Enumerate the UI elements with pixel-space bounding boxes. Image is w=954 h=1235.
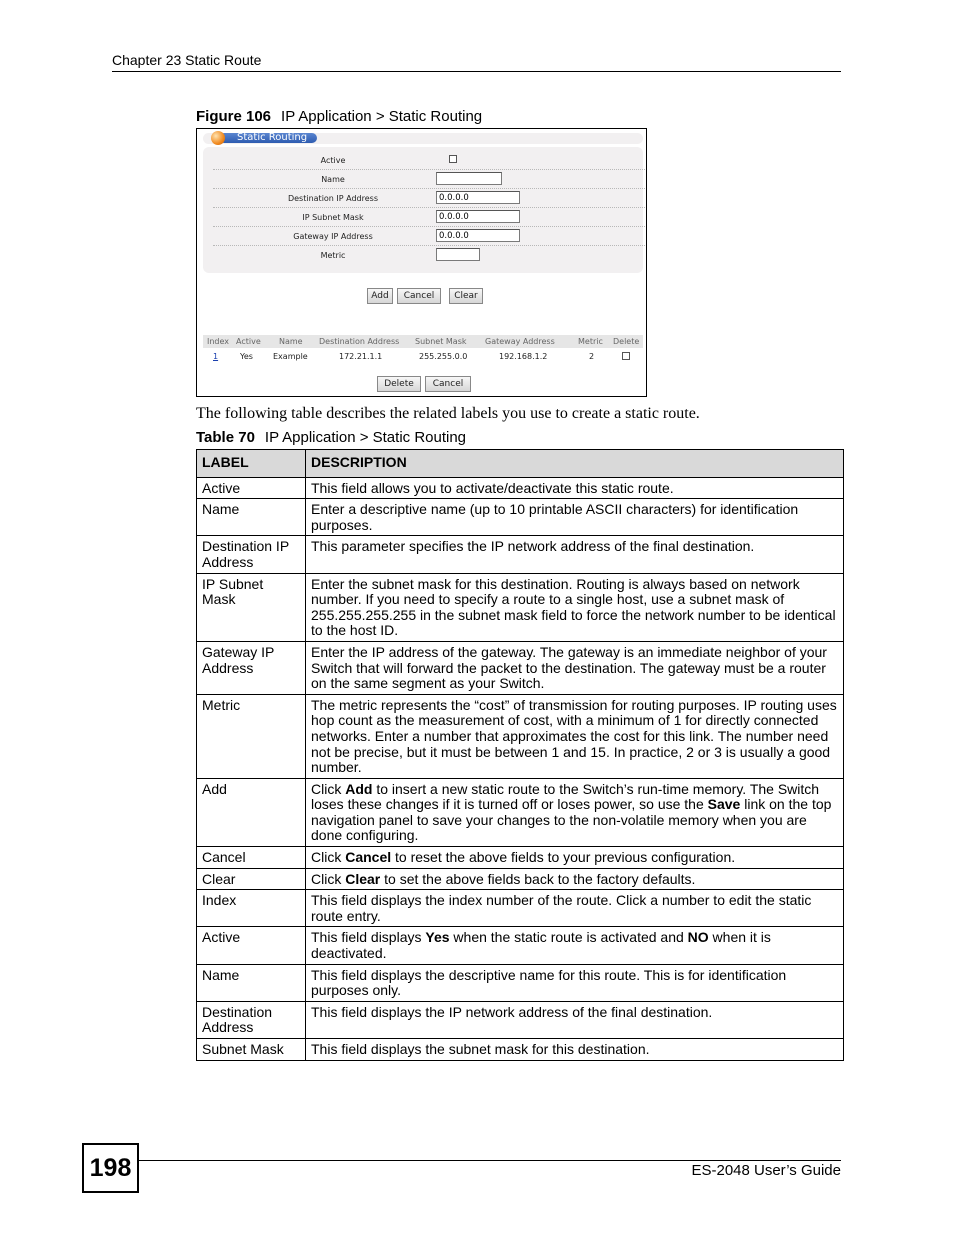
- emphasis-term: Save: [707, 796, 741, 813]
- route-metric: 2: [589, 352, 595, 361]
- active-checkbox[interactable]: [449, 155, 457, 163]
- row-label: Name: [197, 964, 306, 1001]
- form-row-subnet: [213, 208, 647, 227]
- footer-rule: [139, 1160, 841, 1161]
- table-row: [197, 964, 844, 1001]
- route-subnet: 255.255.0.0: [419, 352, 468, 361]
- field-label: IP Subnet Mask: [302, 213, 364, 222]
- emphasis-term: NO: [687, 929, 709, 946]
- emphasis-term: Clear: [345, 870, 381, 887]
- col-subnet: Subnet Mask: [415, 337, 467, 346]
- row-description: Enter a descriptive name (up to 10 printable ASCII characters) for identification purposes.: [306, 499, 844, 536]
- emphasis-term: Yes: [425, 929, 450, 946]
- table-header-row: [197, 450, 844, 478]
- row-description: Enter the IP address of the gateway. The gateway is an immediate neighbor of your Switch that will forward the packet to the destination. The gateway must be a router on the same segment as your Switch.: [306, 641, 844, 694]
- form-row-name: [213, 170, 647, 189]
- table-row: [197, 499, 844, 536]
- table-caption-text: IP Application > Static Routing: [264, 429, 467, 446]
- row-description: This field displays the IP network address of the final destination.: [306, 1001, 844, 1038]
- intro-paragraph: The following table describes the related labels you use to create a static route.: [196, 405, 700, 422]
- clear-button[interactable]: Clear: [449, 288, 483, 304]
- field-label: Active: [320, 156, 346, 165]
- label-header: LABEL: [197, 450, 306, 478]
- panel-title-icon: [211, 131, 225, 145]
- table-row: [197, 641, 844, 694]
- row-label: Destination Address: [197, 1001, 306, 1038]
- description-text: when it is deactivated.: [311, 929, 771, 962]
- static-routing-screenshot: [196, 128, 647, 397]
- row-label: Gateway IP Address: [197, 641, 306, 694]
- col-metric: Metric: [578, 337, 603, 346]
- col-gateway: Gateway Address: [485, 337, 555, 346]
- route-destination: 172.21.1.1: [339, 352, 383, 361]
- panel-title: Static Routing: [237, 132, 308, 143]
- row-description: This parameter specifies the IP network address of the final destination.: [306, 536, 844, 573]
- emphasis-term: Cancel: [345, 849, 392, 866]
- form-row-gateway: [213, 227, 647, 246]
- col-active: Active: [236, 337, 261, 346]
- row-label: Metric: [197, 694, 306, 778]
- form-row-active: [213, 151, 647, 170]
- static-route-form: [203, 147, 643, 273]
- row-label: Active: [197, 477, 306, 499]
- description-text: This field displays: [311, 929, 426, 946]
- table-row: [197, 477, 844, 499]
- description-text: to set the above fields back to the factory defaults.: [380, 870, 696, 887]
- row-description: This field displays the subnet mask for this destination.: [306, 1039, 844, 1061]
- row-description: The metric represents the “cost” of transmission for routing purposes. IP routing uses hop count as the measurement of cost, with a minimum of 1 for directly connected networks. Enter a number that approximates the cost for this link. The number need not be precise, but it must be between 1 and 15. In practice, 2 or 3 is usually a good number.: [306, 694, 844, 778]
- row-description: [306, 927, 844, 964]
- route-table-header: [203, 335, 643, 348]
- table-row: [197, 927, 844, 964]
- field-label: Name: [321, 175, 345, 184]
- row-description: This field displays the index number of the route. Click a number to edit the static route entry.: [306, 890, 844, 927]
- description-text: Click: [311, 870, 346, 887]
- cancel-button[interactable]: Cancel: [397, 288, 441, 304]
- table-row: [197, 1001, 844, 1038]
- figure-caption: [196, 108, 482, 125]
- row-description: [306, 847, 844, 869]
- emphasis-term: Add: [345, 780, 373, 797]
- table-row: [197, 573, 844, 641]
- route-name: Example: [273, 352, 308, 361]
- route-active: Yes: [240, 352, 253, 361]
- description-text: to insert a new static route to the Switch’s run-time memory. The Switch loses these changes if it is turned off or loses power, so use the: [311, 780, 820, 813]
- figure-label: Figure 106: [196, 108, 272, 125]
- field-label: Gateway IP Address: [293, 232, 373, 241]
- destination-ip-input[interactable]: 0.0.0.0: [436, 191, 520, 204]
- table-row: [197, 694, 844, 778]
- delete-button[interactable]: Delete: [377, 376, 421, 392]
- row-description: This field allows you to activate/deactivate this static route.: [306, 477, 844, 499]
- row-label: Active: [197, 927, 306, 964]
- field-label: Destination IP Address: [287, 194, 379, 203]
- row-description: Enter the subnet mask for this destination. Routing is always based on network number. If you need to specify a route to a single host, use a subnet mask of 255.255.255.255 in the subnet mask field to force the network number to be identical to the host ID.: [306, 573, 844, 641]
- description-text: Click: [311, 780, 346, 797]
- row-label: Subnet Mask: [197, 1039, 306, 1061]
- route-gateway: 192.168.1.2: [499, 352, 548, 361]
- description-text: Click: [311, 849, 346, 866]
- row-description: This field displays the descriptive name for this route. This is for identification purposes only.: [306, 964, 844, 1001]
- col-name: Name: [279, 337, 303, 346]
- form-row-destination: [213, 189, 647, 208]
- header-rule: [112, 71, 841, 72]
- table-row: [197, 1039, 844, 1061]
- name-input[interactable]: [436, 172, 502, 185]
- row-label: Cancel: [197, 847, 306, 869]
- row-description: [306, 868, 844, 890]
- metric-input[interactable]: [436, 248, 480, 261]
- table-row: [197, 847, 844, 869]
- form-row-metric: [213, 246, 647, 264]
- table-caption: [196, 429, 466, 446]
- route-index-link[interactable]: 1: [213, 352, 219, 361]
- table-label: Table 70: [196, 429, 255, 446]
- figure-caption-text: IP Application > Static Routing: [281, 108, 483, 125]
- table-row: [197, 536, 844, 573]
- add-button[interactable]: Add: [367, 288, 393, 304]
- gateway-ip-input[interactable]: 0.0.0.0: [436, 229, 520, 242]
- col-destination: Destination Address: [319, 337, 400, 346]
- table-row: [203, 350, 643, 363]
- description-header: DESCRIPTION: [306, 450, 844, 478]
- page-number: 198: [82, 1143, 139, 1193]
- description-text: link on the top navigation panel to save your changes to the non-volatile memory when you are done configuring.: [311, 796, 832, 844]
- chapter-header: Chapter 23 Static Route: [112, 52, 262, 68]
- table-row: [197, 890, 844, 927]
- description-text: to reset the above fields to your previous configuration.: [391, 849, 736, 866]
- row-label: Name: [197, 499, 306, 536]
- row-label: Add: [197, 778, 306, 846]
- subnet-mask-input[interactable]: 0.0.0.0: [436, 210, 520, 223]
- table-row: [197, 868, 844, 890]
- bottom-cancel-button[interactable]: Cancel: [425, 376, 471, 392]
- row-label: Index: [197, 890, 306, 927]
- description-text: when the static route is activated and: [449, 929, 688, 946]
- field-label: Metric: [320, 251, 346, 260]
- col-delete: Delete: [613, 337, 640, 346]
- table-row: [197, 778, 844, 846]
- row-label: Clear: [197, 868, 306, 890]
- row-description: [306, 778, 844, 846]
- row-label: Destination IP Address: [197, 536, 306, 573]
- guide-title: ES-2048 User’s Guide: [691, 1162, 841, 1179]
- col-index: Index: [207, 337, 230, 346]
- delete-checkbox[interactable]: [622, 352, 630, 360]
- label-description-table: [196, 449, 844, 1061]
- row-label: IP Subnet Mask: [197, 573, 306, 641]
